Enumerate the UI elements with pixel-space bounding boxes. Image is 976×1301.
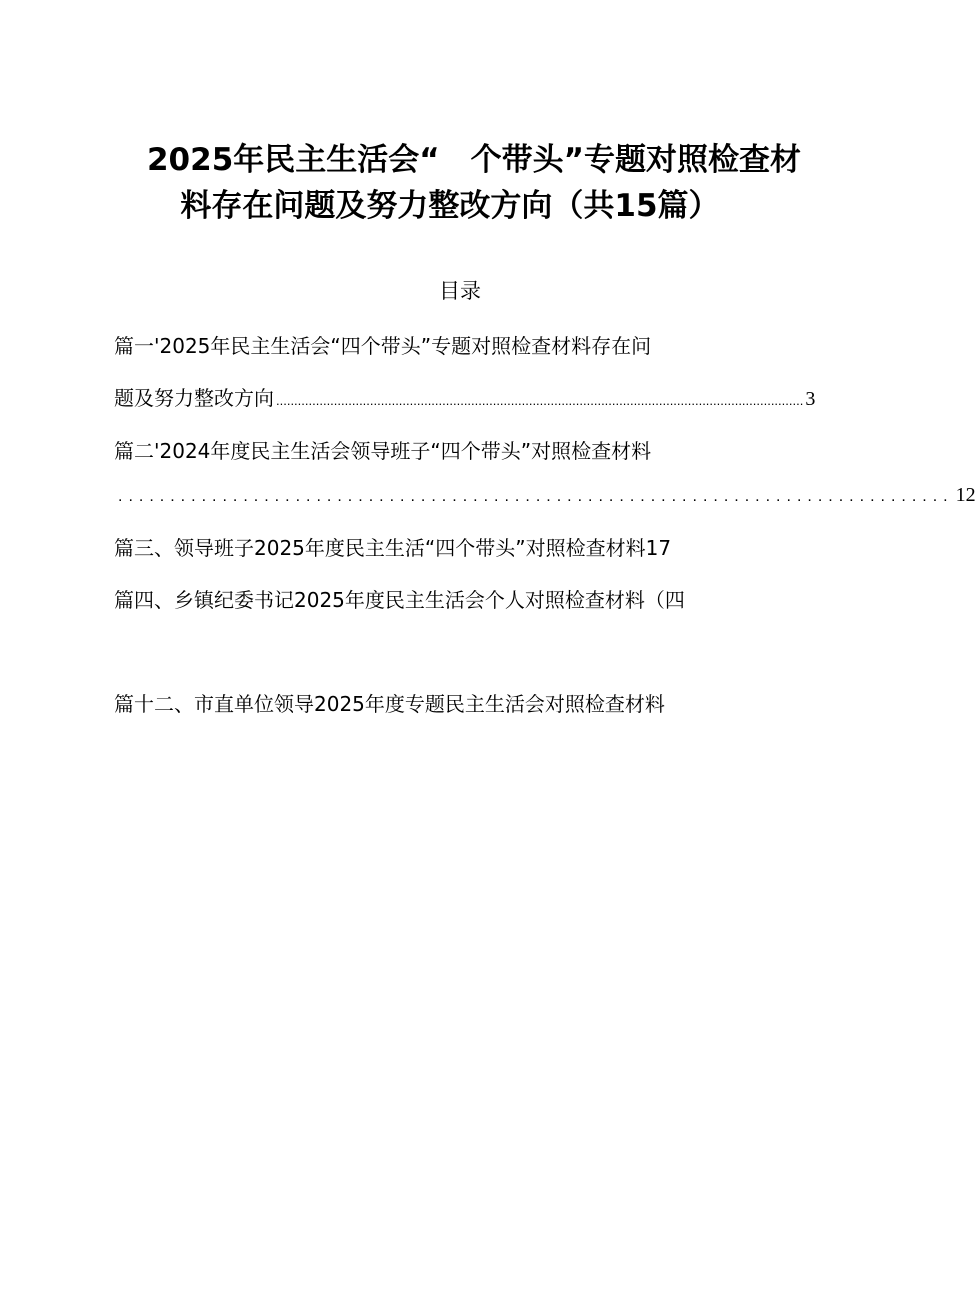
toc-entry-5[interactable]: 篇十二、市直单位领导2025年度专题民主生活会对照检查材料 <box>114 692 665 716</box>
toc-entry-2-leader: ................................................................................ <box>118 488 954 505</box>
toc-entry-2-line-1[interactable]: 篇二'2024年度民主生活会领导班子“四个带头”对照检查材料 <box>114 439 652 463</box>
toc-heading: 目录 <box>439 279 481 303</box>
toc-entry-1-page-number: 3 <box>805 388 816 410</box>
toc-entry-1-leader: .................................................................................................................................................. <box>276 393 804 408</box>
document-title-line-2: 料存在问题及努力整改方向（共15篇） <box>180 188 720 224</box>
toc-entry-1-text: 题及努力整改方向 <box>114 386 274 410</box>
toc-entry-3[interactable]: 篇三、领导班子2025年度民主生活“四个带头”对照检查材料17 <box>114 536 672 560</box>
toc-entry-1-line-2[interactable] <box>114 383 816 413</box>
toc-entry-1-line-1[interactable]: 篇一'2025年民主生活会“四个带头”专题对照检查材料存在问 <box>114 334 652 358</box>
toc-entry-2-page-number: 12 <box>955 484 976 506</box>
toc-entry-2-line-2[interactable] <box>114 480 976 510</box>
toc-entry-4[interactable]: 篇四、乡镇纪委书记2025年度民主生活会个人对照检查材料（四 <box>114 588 685 612</box>
document-title-line-1: 2025年民主生活会“ 个带头”专题对照检查材 <box>146 142 802 178</box>
